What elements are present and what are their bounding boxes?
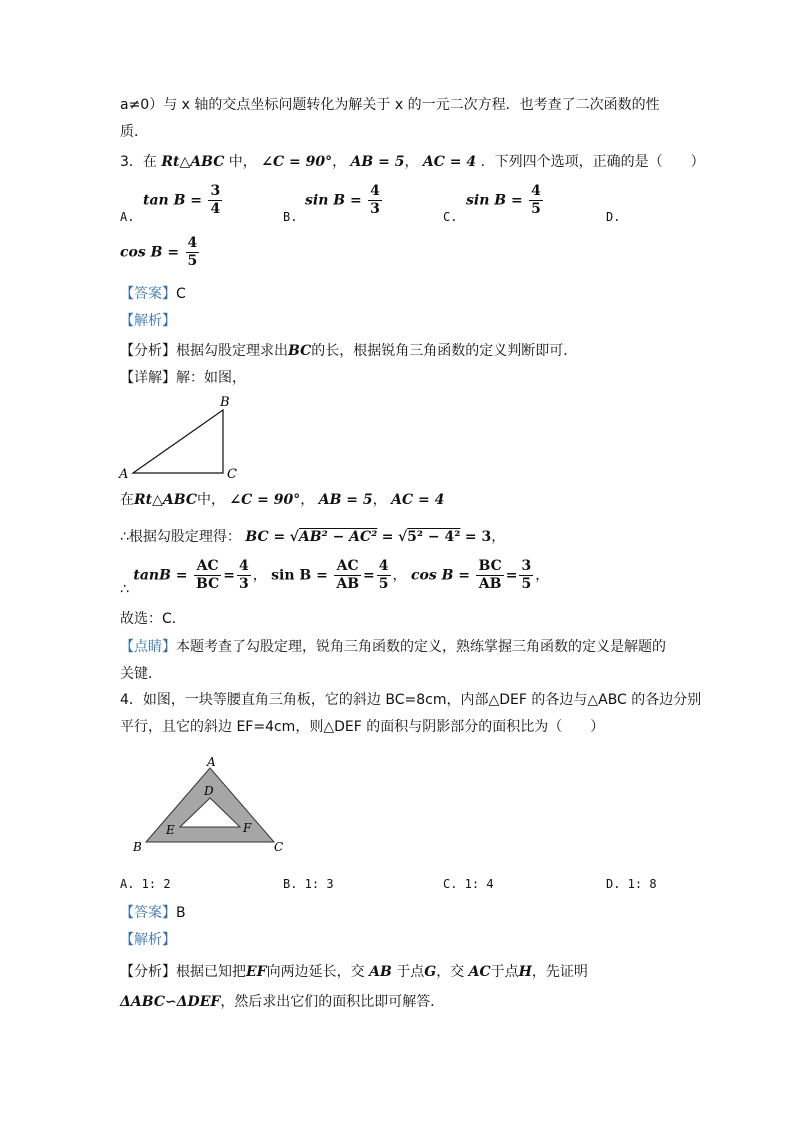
q3-cos-num: BC — [478, 558, 502, 574]
q3-dianjing-2: 关键． — [120, 666, 162, 682]
q3-fig-label-b: B — [220, 395, 230, 410]
q3-triangle-figure — [115, 390, 250, 485]
q4-label-a: A — [207, 755, 216, 769]
q3-option-a-num: 3 — [210, 183, 221, 199]
q4-option-a: A. 1: 2 — [120, 877, 171, 891]
q3-option-b-den: 3 — [370, 201, 380, 217]
q4-option-c: C. 1: 4 — [443, 877, 494, 891]
q3-cond-angle: ∠C = 90° — [261, 154, 333, 170]
q3-dianjing-1 — [120, 637, 666, 657]
q3-root-2: 5² − 4² — [407, 529, 461, 545]
q3-pythagoras: ∴根据勾股定理得： BC = √AB² − AC² = √5² − 4² = 3， — [120, 529, 506, 545]
intro-line-2: 质． — [120, 124, 148, 140]
q3-tan-val-den: 3 — [238, 576, 249, 592]
q3-cond-ab: AB = 5 — [350, 154, 405, 170]
q3-trig-sep-3: ， — [535, 567, 550, 584]
q3-tan-den: BC — [195, 576, 220, 592]
q3-given — [120, 490, 444, 510]
q4-fenxi-ef: EF — [246, 964, 267, 980]
q3-detail-text: 解：如图， — [176, 370, 246, 386]
q4-triangle-figure — [125, 755, 295, 860]
q3-dianjing-text: 本题考查了勾股定理，锐角三角函数的定义，熟练掌握三角函数的定义是解题的 — [176, 639, 666, 655]
q3-given-sep-1: ， — [300, 492, 315, 508]
q3-tan-num: AC — [194, 558, 221, 576]
q4-fenxi-2 — [120, 992, 444, 1012]
q4-fenxi-a: 根据已知把 — [176, 964, 246, 980]
q3-sin-val-den: 5 — [378, 576, 389, 592]
q3-given-ab: AB = 5 — [318, 492, 373, 508]
q3-sin-den: AB — [336, 576, 360, 592]
q4-option-d: D. 1: 8 — [606, 877, 657, 891]
q3-fenxi-bc: BC — [288, 343, 312, 359]
q4-fenxi-g-text: ，然后求出它们的面积比即可解答． — [220, 994, 445, 1010]
q3-option-c-num: 4 — [531, 183, 541, 199]
q3-option-d-label: D. — [606, 210, 621, 224]
q4-label-b: B — [133, 840, 142, 854]
q3-eq-3: = 3 — [464, 529, 492, 545]
q3-cos-val-num: 3 — [521, 558, 532, 574]
q3-stem-suffix: ．下列四个选项，正确的是（ ） — [480, 154, 705, 170]
q3-given-in: 在 — [120, 492, 134, 508]
q4-answer-value: B — [176, 905, 186, 921]
q4-fenxi-f: ，先证明 — [531, 964, 588, 980]
q3-detail-tag: 【详解】 — [120, 370, 176, 386]
q3-fig-label-c: C — [227, 467, 237, 482]
q3-choose: 故选：C． — [120, 611, 186, 627]
q4-label-f: F — [243, 821, 252, 835]
q3-answer-tag: 【答案】 — [120, 286, 176, 302]
q4-fenxi-ab: AB — [369, 964, 392, 980]
q4-label-d: D — [204, 784, 214, 798]
q3-fenxi — [120, 341, 577, 361]
q4-similar: ΔABC∽ΔDEF — [120, 994, 221, 1010]
q4-answer-tag: 【答案】 — [120, 905, 176, 921]
q3-sin-num: AC — [334, 558, 361, 576]
q3-option-d — [120, 235, 201, 270]
q3-root-1: AB² − AC² — [298, 529, 378, 545]
q3-answer — [120, 284, 186, 304]
q3-therefore: ∴ — [120, 581, 129, 598]
q3-sep-2: ， — [404, 154, 419, 170]
q4-fenxi-b: 向两边延长，交 — [266, 964, 365, 980]
q4-fenxi-g: G — [424, 964, 437, 980]
q3-pythagoras-text: ∴根据勾股定理得： — [120, 529, 241, 545]
q3-detail — [120, 368, 246, 388]
q4-fenxi-d: ，交 — [436, 964, 465, 980]
q3-option-a-label: A. — [120, 210, 135, 224]
q3-option-c-den: 5 — [531, 201, 541, 217]
q3-fenxi-tag: 【分析】 — [120, 343, 176, 359]
q3-answer-value: C — [176, 286, 186, 302]
q3-triangle-shape — [133, 410, 223, 473]
q3-sin-val-num: 4 — [378, 558, 389, 574]
q3-option-d-num: 4 — [187, 235, 198, 251]
q3-option-a — [143, 183, 224, 218]
q4-stem-1: 4．如图，一块等腰直角三角板，它的斜边 BC=8cm，内部△DEF 的各边与△ABC 的各边分别 — [120, 692, 702, 708]
q4-option-b: B. 1: 3 — [283, 877, 334, 891]
q3-option-c-fn: sin B = — [466, 192, 523, 209]
q4-fenxi-1 — [120, 962, 588, 982]
q3-trig-values: ∴ tanB = $\frac{AC}{BC}$ = $\frac{4}{3}$ ， sin B = $\frac{AC}{AB}$ = $\frac{4}{5}$ ， cos B = $\frac{BC}{AB}$ = $\frac{3}{5}$ ， — [120, 558, 550, 598]
q4-fenxi-c: 于点 — [396, 964, 425, 980]
q3-fenxi-a: 根据勾股定理求出 — [176, 343, 288, 359]
q3-stem-mid: 中， — [228, 154, 257, 170]
intro-line-1: a≠0）与 x 轴的交点坐标问题转化为解关于 x 的一元二次方程．也考查了二次函数的性 — [120, 97, 660, 113]
q3-cond-ac: AC = 4 — [422, 154, 477, 170]
q3-option-d-fn: cos B = — [120, 244, 180, 261]
q3-given-ac: AC = 4 — [391, 492, 445, 508]
q3-analysis-tag: 【解析】 — [120, 313, 176, 329]
q3-option-a-fn: tan B = — [143, 192, 203, 209]
q3-option-c — [466, 183, 545, 218]
q3-dianjing-tag: 【点睛】 — [120, 639, 176, 655]
q3-sin-expr: sin B = — [271, 567, 328, 584]
q3-option-a-den: 4 — [210, 201, 221, 217]
q3-stem — [120, 152, 705, 172]
q3-cos-den: AB — [478, 576, 502, 592]
q4-fenxi-h: H — [518, 964, 532, 980]
q3-given-sep-2: ， — [372, 492, 387, 508]
q4-fenxi-ac: AC — [468, 964, 491, 980]
q3-fenxi-b: 的长，根据锐角三角函数的定义判断即可． — [311, 343, 578, 359]
q3-trig-sep-1: ， — [252, 567, 267, 584]
q3-sep-1: ， — [332, 154, 347, 170]
q3-tan-val-num: 4 — [238, 558, 249, 574]
q3-option-b-label: B. — [283, 210, 298, 224]
q3-given-mid: 中， — [196, 492, 225, 508]
q3-option-b-num: 4 — [370, 183, 380, 199]
q3-rt-triangle: Rt△ABC — [161, 154, 225, 170]
q4-stem-2: 平行，且它的斜边 EF=4cm，则△DEF 的面积与阴影部分的面积比为（ ） — [120, 719, 605, 735]
q3-given-angle: ∠C = 90° — [229, 492, 301, 508]
q3-option-c-label: C. — [443, 210, 458, 224]
q3-given-rt: Rt△ABC — [134, 492, 197, 508]
q4-answer — [120, 903, 186, 923]
q3-cos-val-den: 5 — [521, 576, 532, 592]
q4-label-c: C — [274, 840, 284, 854]
q4-analysis-tag: 【解析】 — [120, 932, 176, 948]
q3-pyth-sep: ， — [491, 529, 506, 545]
q3-option-d-den: 5 — [187, 253, 198, 269]
q3-stem-prefix: 3．在 — [120, 154, 157, 170]
q3-tan-expr: tanB = — [133, 567, 188, 584]
q3-option-b — [305, 183, 384, 218]
q3-cos-expr: cos B = — [410, 567, 471, 584]
q3-trig-sep-2: ， — [392, 567, 407, 584]
q3-fig-label-a: A — [119, 467, 129, 482]
q4-fenxi-tag: 【分析】 — [120, 964, 176, 980]
q4-label-e: E — [166, 823, 175, 837]
q3-bc-expr: BC = — [245, 529, 286, 545]
q3-option-b-fn: sin B = — [305, 192, 362, 209]
q4-fenxi-e: 于点 — [490, 964, 519, 980]
